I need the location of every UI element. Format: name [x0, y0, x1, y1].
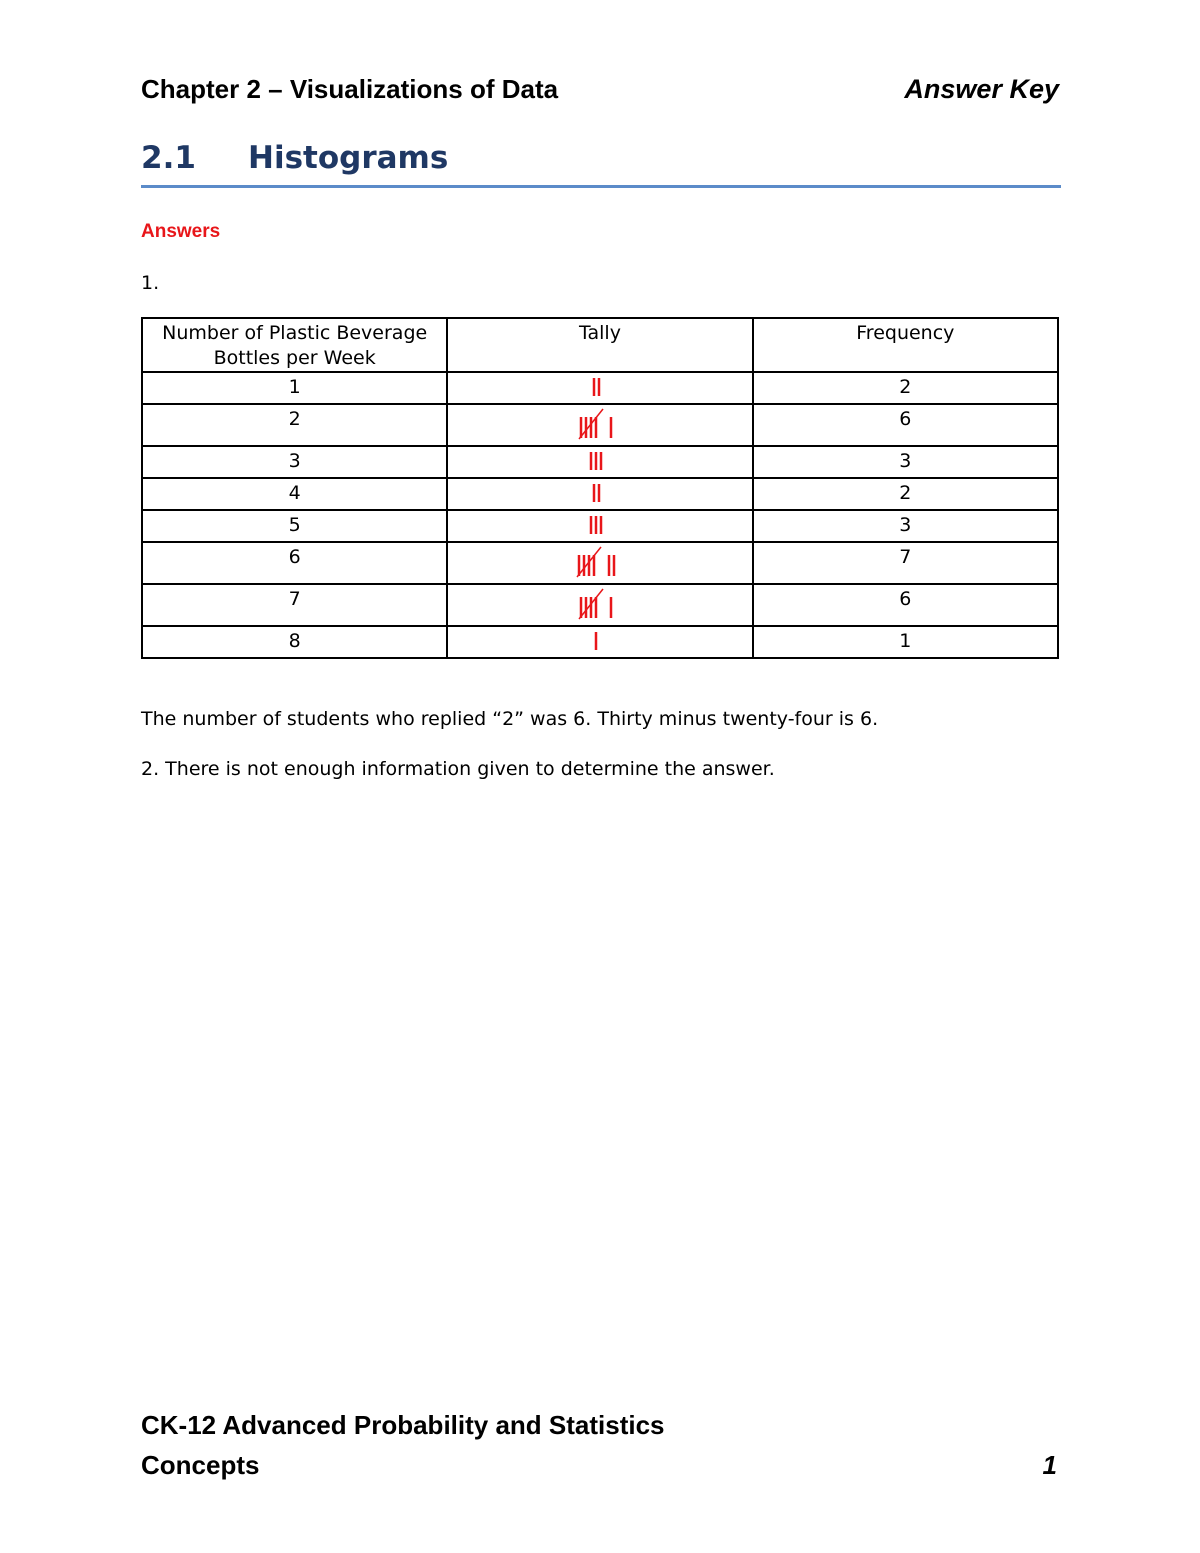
- cell-number: 4: [142, 478, 447, 510]
- cell-frequency: 6: [753, 584, 1058, 626]
- cell-tally: [447, 446, 752, 478]
- section-heading: [141, 140, 448, 176]
- table-row: [142, 542, 1058, 584]
- table-body: [142, 372, 1058, 658]
- tally-marks: [578, 587, 621, 621]
- tally-table: [141, 317, 1059, 659]
- header-frequency: Frequency: [753, 318, 1058, 372]
- cell-number: 7: [142, 584, 447, 626]
- tally-marks: [588, 449, 611, 473]
- section-title: Histograms: [248, 140, 449, 176]
- answer-text-1: The number of students who replied “2” was 6. Thirty minus twenty-four is 6.: [141, 708, 879, 730]
- header-number: Number of Plastic Beverage Bottles per Week: [142, 318, 447, 372]
- answers-label: Answers: [141, 221, 221, 242]
- cell-tally: [447, 584, 752, 626]
- cell-tally: [447, 404, 752, 446]
- page-number: 1: [1042, 1450, 1057, 1480]
- tally-marks: [591, 375, 609, 399]
- cell-number: 6: [142, 542, 447, 584]
- table-row: [142, 404, 1058, 446]
- tally-marks: [576, 545, 624, 579]
- answer-text-2: 2. There is not enough information given to determine the answer.: [141, 758, 775, 780]
- answer-key-label: Answer Key: [904, 74, 1059, 104]
- cell-frequency: 6: [753, 404, 1058, 446]
- footer-book-title-line2: Concepts: [141, 1450, 260, 1480]
- chapter-title: Chapter 2 – Visualizations of Data: [141, 74, 559, 104]
- cell-tally: [447, 542, 752, 584]
- cell-frequency: 3: [753, 446, 1058, 478]
- tally-marks: [591, 481, 609, 505]
- cell-frequency: 2: [753, 372, 1058, 404]
- table-row: [142, 626, 1058, 658]
- cell-number: 1: [142, 372, 447, 404]
- cell-tally: [447, 510, 752, 542]
- table-row: [142, 446, 1058, 478]
- cell-number: 5: [142, 510, 447, 542]
- section-number: 2.1: [141, 140, 196, 176]
- table-row: [142, 584, 1058, 626]
- table-header-row: [142, 318, 1058, 372]
- table-row: [142, 372, 1058, 404]
- heading-rule: [141, 185, 1061, 188]
- cell-number: 3: [142, 446, 447, 478]
- cell-number: 8: [142, 626, 447, 658]
- cell-number: 2: [142, 404, 447, 446]
- cell-tally: [447, 372, 752, 404]
- cell-frequency: 3: [753, 510, 1058, 542]
- tally-marks: [588, 513, 611, 537]
- tally-marks: [578, 407, 621, 441]
- cell-frequency: 2: [753, 478, 1058, 510]
- cell-tally: [447, 626, 752, 658]
- cell-frequency: 1: [753, 626, 1058, 658]
- question-1-number: 1.: [141, 272, 160, 294]
- table-row: [142, 510, 1058, 542]
- cell-frequency: 7: [753, 542, 1058, 584]
- footer-book-title-line1: CK-12 Advanced Probability and Statistics: [141, 1410, 665, 1440]
- cell-tally: [447, 478, 752, 510]
- table-row: [142, 478, 1058, 510]
- header-tally: Tally: [447, 318, 752, 372]
- tally-marks: [593, 629, 606, 653]
